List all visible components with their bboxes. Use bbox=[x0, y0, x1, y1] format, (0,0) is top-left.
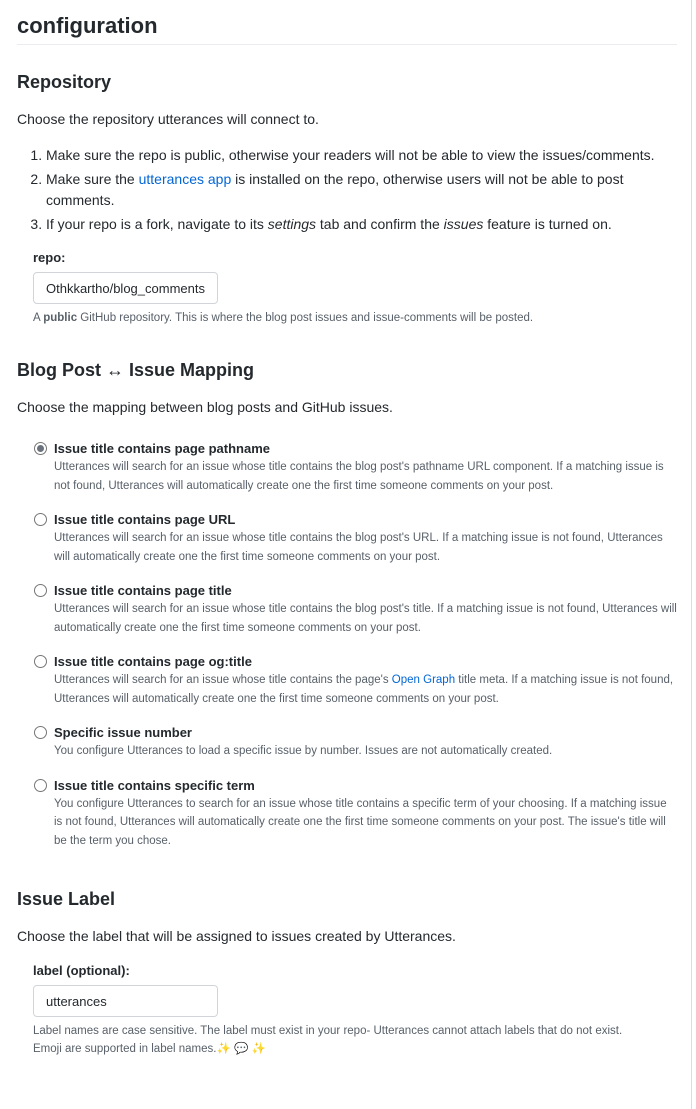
radio-button[interactable] bbox=[34, 779, 47, 792]
sparkles-icon: ✨ bbox=[251, 1043, 266, 1055]
open-graph-link[interactable]: Open Graph bbox=[391, 674, 456, 686]
label-note: Label names are case sensitive. The label must exist in your repo- Utterances cannot attach labels that do not exist. Emoji are supported in label names.✨ 💬 ✨ bbox=[33, 1025, 623, 1055]
issue-label-heading: Issue Label bbox=[17, 889, 116, 909]
radio-button[interactable] bbox=[34, 584, 47, 597]
mapping-option-url[interactable]: Issue title contains page URL Utterances will search for an issue whose title contains the blog post's URL. If a matching issue is not found, Utterances will automatically create one the first time someone comments on your post. bbox=[34, 510, 677, 566]
step-item: 1. Make sure the repo is public, otherwise your readers will not be able to view the issues/comments. bbox=[46, 145, 677, 166]
issue-label-section bbox=[17, 888, 677, 1058]
title-divider bbox=[17, 44, 677, 45]
repository-section bbox=[17, 71, 677, 327]
repo-note: A public GitHub repository. This is where the blog post issues and issue-comments will be posted. bbox=[33, 312, 534, 324]
label-field bbox=[33, 962, 677, 1058]
radio-button[interactable] bbox=[34, 513, 47, 526]
mapping-option-specific-term[interactable]: Issue title contains specific term You configure Utterances to search for an issue whose title contains a specific term of your choosing. If a matching issue is not found, Utterances will automatically create one the first time someone comments on your post. The issue's title will be the term you chose. bbox=[34, 776, 677, 851]
mapping-heading: Blog Post ↔ Issue Mapping bbox=[17, 360, 255, 380]
repository-heading: Repository bbox=[17, 72, 112, 92]
repo-input[interactable] bbox=[33, 272, 218, 304]
mapping-description: Choose the mapping between blog posts and GitHub issues. bbox=[17, 399, 393, 415]
radio-button[interactable] bbox=[34, 655, 47, 668]
repo-field-label: repo: bbox=[33, 250, 66, 265]
speech-bubble-icon: 💬 bbox=[234, 1043, 249, 1055]
sparkles-icon: ✨ bbox=[216, 1043, 231, 1055]
mapping-options bbox=[34, 439, 677, 850]
issue-label-description: Choose the label that will be assigned to issues created by Utterances. bbox=[17, 928, 456, 944]
mapping-section bbox=[17, 359, 677, 850]
mapping-option-issue-number[interactable]: Specific issue number You configure Utterances to load a specific issue by number. Issues are not automatically created. bbox=[34, 723, 677, 761]
configuration-page bbox=[17, 0, 677, 1058]
radio-button[interactable] bbox=[34, 726, 47, 739]
repository-description: Choose the repository utterances will connect to. bbox=[17, 111, 319, 127]
step-item: 3. If your repo is a fork, navigate to its settings tab and confirm the issues feature is turned on. bbox=[46, 214, 677, 235]
page-title: configuration bbox=[17, 13, 158, 38]
right-border bbox=[691, 0, 692, 1109]
mapping-option-og-title[interactable]: Issue title contains page og:title Utterances will search for an issue whose title contains the page's Open Graph title meta. If a matching issue is not found, Utterances will automatically create one the first time someone comments on your post. bbox=[34, 652, 677, 708]
label-input[interactable] bbox=[33, 985, 218, 1017]
mapping-option-title[interactable]: Issue title contains page title Utterances will search for an issue whose title contains the blog post's title. If a matching issue is not found, Utterances will automatically create one the first time someone comments on your post. bbox=[34, 581, 677, 637]
mapping-option-pathname[interactable]: Issue title contains page pathname Utterances will search for an issue whose title contains the blog post's pathname URL component. If a matching issue is not found, Utterances will automatically create one the first time someone comments on your post. bbox=[34, 439, 677, 495]
radio-button[interactable] bbox=[34, 442, 47, 455]
step-item: 2. Make sure the utterances app is installed on the repo, otherwise users will not be able to post comments. bbox=[46, 169, 677, 211]
repo-field bbox=[33, 249, 677, 327]
label-field-label: label (optional): bbox=[33, 963, 130, 978]
utterances-app-link[interactable]: utterances app bbox=[138, 171, 232, 187]
repository-steps bbox=[17, 145, 677, 235]
